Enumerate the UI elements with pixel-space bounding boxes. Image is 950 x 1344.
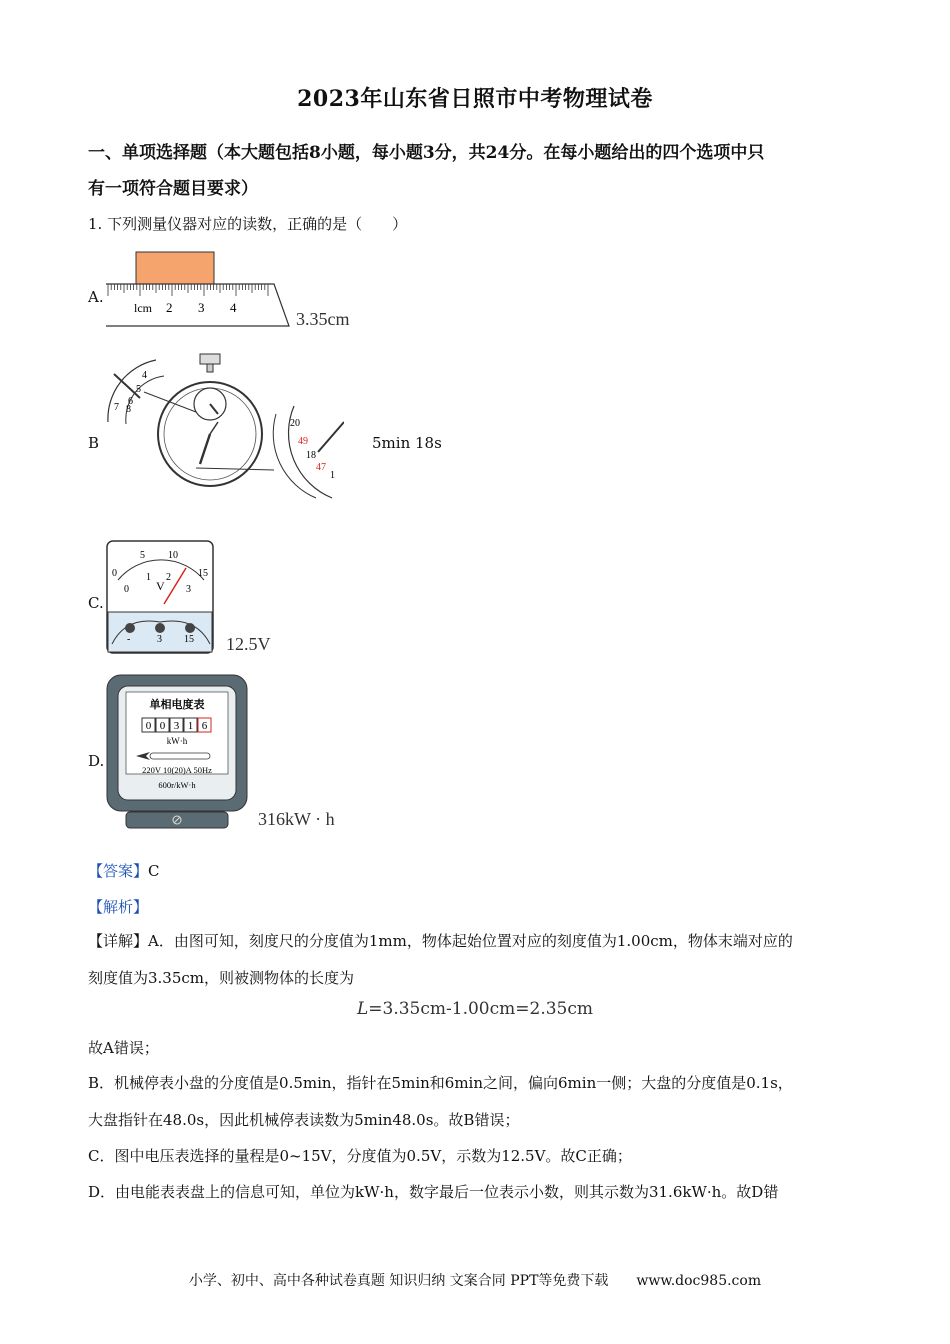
page-title: 2023年山东省日照市中考物理试卷 [297,86,653,112]
big-dial-tick: 1 [330,470,335,481]
voltmeter-bottom-tick: 0 [124,584,129,595]
meter-digit: 0 [145,720,152,732]
voltmeter-unit: V [156,579,165,593]
voltmeter-bottom-tick: 3 [186,584,191,595]
meter-spec-2: 600r/kW·h [158,780,196,790]
ruler-label-2: 2 [166,300,173,315]
formula-variable: L [356,999,369,1019]
option-c-label: C. [88,594,104,612]
meter-digits [142,718,211,732]
detail-a-conclusion: 故A错误； [88,1039,159,1057]
small-dial-tick: 5 [136,384,141,395]
measured-block [136,252,214,284]
meter-title: 单相电度表 [149,699,205,711]
detail-a-text: A．由图可知，刻度尺的分度值为1mm，物体起始位置对应的刻度值为1.00cm，物体末端对应的 [148,932,793,950]
option-a-label: A. [88,288,104,306]
terminal-label: 15 [184,634,194,645]
big-dial-tick: 20 [290,418,300,429]
stopwatch-figure [104,352,344,502]
ruler-figure [104,248,304,330]
voltmeter-bottom-tick: 2 [166,572,171,583]
detail-label: 【详解】 [88,932,149,950]
option-d-label: D. [88,752,105,770]
answer-label: 【答案】 [88,862,149,880]
option-a-reading: 3.35cm [296,309,350,329]
option-b-reading: 5min 18s [372,434,442,452]
big-dial-tick: 49 [298,436,308,447]
meter-digit: 0 [159,720,166,732]
detail-a-line2: 刻度值为3.35cm，则被测物体的长度为 [88,969,355,987]
option-d-reading: 316kW · h [258,809,335,829]
small-dial-tick: 7 [114,402,119,413]
detail-c-line: C．图中电压表选择的量程是0~15V，分度值为0.5V，示数为12.5V。故C正确； [88,1147,632,1165]
detail-d-line: D．由电能表表盘上的信息可知，单位为kW·h，数字最后一位表示小数，则其示数为31.6kW·h。故D错 [88,1183,779,1201]
detail-b-line1: B．机械停表小盘的分度值是0.5min，指针在5min和6min之间，偏向6min一侧；大盘的分度值是0.1s， [88,1074,793,1092]
meter-spec-1: 220V 10(20)A 50Hz [142,765,212,775]
formula-expression: =3.35cm-1.00cm=2.35cm [368,999,593,1019]
meter-digit: 6 [201,720,208,732]
small-dial-tick: 6 [128,396,133,407]
option-b-label: B [88,434,100,452]
voltmeter-figure [106,540,216,656]
analysis-label: 【解析】 [88,898,149,916]
option-c-reading: 12.5V [226,634,271,654]
big-dial-tick: 47 [316,462,326,473]
formula [0,999,950,1019]
answer-value: C [148,862,160,880]
voltmeter-top-tick: 10 [168,550,178,561]
section-heading-line2: 有一项符合题目要求） [88,179,258,199]
meter-unit: kW·h [166,736,188,746]
ruler-label-4: 4 [230,300,237,315]
electric-meter-figure [106,674,252,832]
voltmeter-top-tick: 0 [112,568,117,579]
footer: 小学、初中、高中各种试卷真题 知识归纳 文案合同 PPT等免费下载 www.doc985.com [188,1273,762,1289]
voltmeter-top-tick: 5 [140,550,145,561]
question-stem: 1. 下列测量仪器对应的读数，正确的是（ ） [88,215,408,233]
ruler-label-3: 3 [198,300,205,315]
meter-digit: 3 [173,720,180,732]
big-dial-tick: 18 [306,450,316,461]
ruler-ticks [108,284,268,296]
detail-a-line1 [88,930,878,952]
section-heading-line1: 一、单项选择题（本大题包括8小题，每小题3分，共24分。在每小题给出的四个选项中只 [88,143,765,163]
small-dial-tick: 4 [142,370,147,381]
ruler-label-1: lcm [134,301,152,315]
detail-b-line2: 大盘指针在48.0s，因此机械停表读数为5min48.0s。故B错误； [88,1111,520,1129]
meter-digit: 1 [187,720,194,732]
terminal-label: - [127,634,131,645]
answer-line [88,860,878,882]
small-dial-tick: 8 [126,404,131,415]
voltmeter-top-tick: 15 [198,568,208,579]
terminal-label: 3 [157,634,162,645]
voltmeter-bottom-tick: 1 [146,572,151,583]
